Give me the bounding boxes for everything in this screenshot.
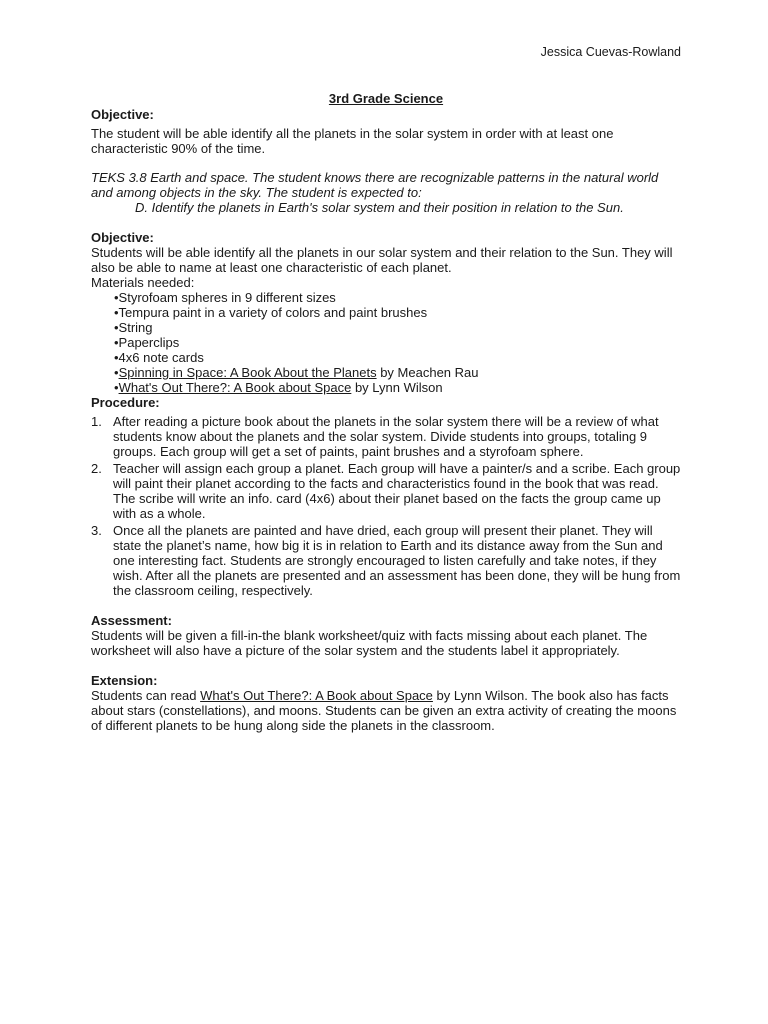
extension-prefix: Students can read [91, 688, 201, 703]
book-author: by Lynn Wilson [351, 380, 443, 395]
document-title: 3rd Grade Science [328, 91, 444, 106]
objective-text: The student will be able identify all the planets in the solar system in order with at least one characteristic 90% of the time. [91, 126, 614, 156]
step-number: 1. [91, 414, 102, 429]
procedure-step [91, 414, 681, 459]
procedure-step [91, 461, 681, 521]
book-title-link[interactable]: What's Out There?: A Book about Space [118, 380, 352, 395]
materials-list [91, 290, 681, 395]
step-number: 3. [91, 523, 102, 538]
objective-text-2: Students will be able identify all the planets in our solar system and their relation to the Sun. They will also be able to name at least one characteristic of each planet. [91, 245, 673, 275]
assessment-heading: Assessment: [91, 613, 172, 628]
extension-heading: Extension: [91, 673, 158, 688]
step-number: 2. [91, 461, 102, 476]
objective-heading-2: Objective: [91, 230, 154, 245]
teks-standard: TEKS 3.8 Earth and space. The student knows there are recognizable patterns in the natural world and among objects in the sky. The student is expected to: [91, 170, 659, 200]
extension-book-link[interactable]: What's Out There?: A Book about Space [200, 688, 433, 703]
teks-block [91, 170, 681, 215]
material-item: •4x6 note cards [114, 350, 204, 365]
procedure-step [91, 523, 681, 598]
material-item: •Styrofoam spheres in 9 different sizes [114, 290, 336, 305]
procedure-heading: Procedure: [91, 395, 160, 410]
material-item-book-1 [114, 365, 681, 380]
objective-heading: Objective: [91, 107, 154, 122]
step-text: Once all the planets are painted and have dried, each group will present their planet. They will state the planet’s name, how big it is in relation to Earth and its distance away from the Sun and one interesting fact. Students are strongly encouraged to listen carefully and take notes, if they wish. After all the planets are presented and an assessment has been done, they will be hung from the classroom ceiling, respectively. [113, 523, 681, 598]
procedure-steps [91, 414, 681, 598]
extension-suffix: by Lynn Wilson. The book also has facts about stars (constellations), and moons. Students can be given an extra activity of creating the moons of different planets to be hung along side the planets in the classroom. [91, 688, 677, 733]
teks-expectation: D. Identify the planets in Earth's solar system and their position in relation to the Sun. [135, 200, 624, 215]
step-text: Teacher will assign each group a planet. Each group will have a painter/s and a scribe. Each group will paint their planet according to the facts and characteristics found in the book that was read. The scribe will write an info. card (4x6) about their planet based on the facts the group came up with as a whole. [113, 461, 681, 521]
material-item: •String [114, 320, 153, 335]
step-text: After reading a picture book about the planets in the solar system there will be a review of what students know about the planets and the solar system. Divide students into groups, totaling 9 groups. Each group will get a set of paints, paint brushes and a styrofoam sphere. [113, 414, 659, 459]
author-name: Jessica Cuevas-Rowland [540, 45, 681, 59]
book-author: by Meachen Rau [376, 365, 479, 380]
assessment-text: Students will be given a fill-in-the blank worksheet/quiz with facts missing about each planet. The worksheet will also have a picture of the solar system and the students label it appropriately. [91, 628, 648, 658]
book-title-link[interactable]: Spinning in Space: A Book About the Planets [118, 365, 377, 380]
material-item: •Paperclips [114, 335, 180, 350]
bullet: • [114, 365, 119, 380]
material-item: •Tempura paint in a variety of colors and paint brushes [114, 305, 428, 320]
bullet: • [114, 380, 119, 395]
material-item-book-2 [114, 380, 681, 395]
extension-text [91, 688, 681, 733]
document-content [91, 40, 681, 733]
materials-label: Materials needed: [91, 275, 195, 290]
